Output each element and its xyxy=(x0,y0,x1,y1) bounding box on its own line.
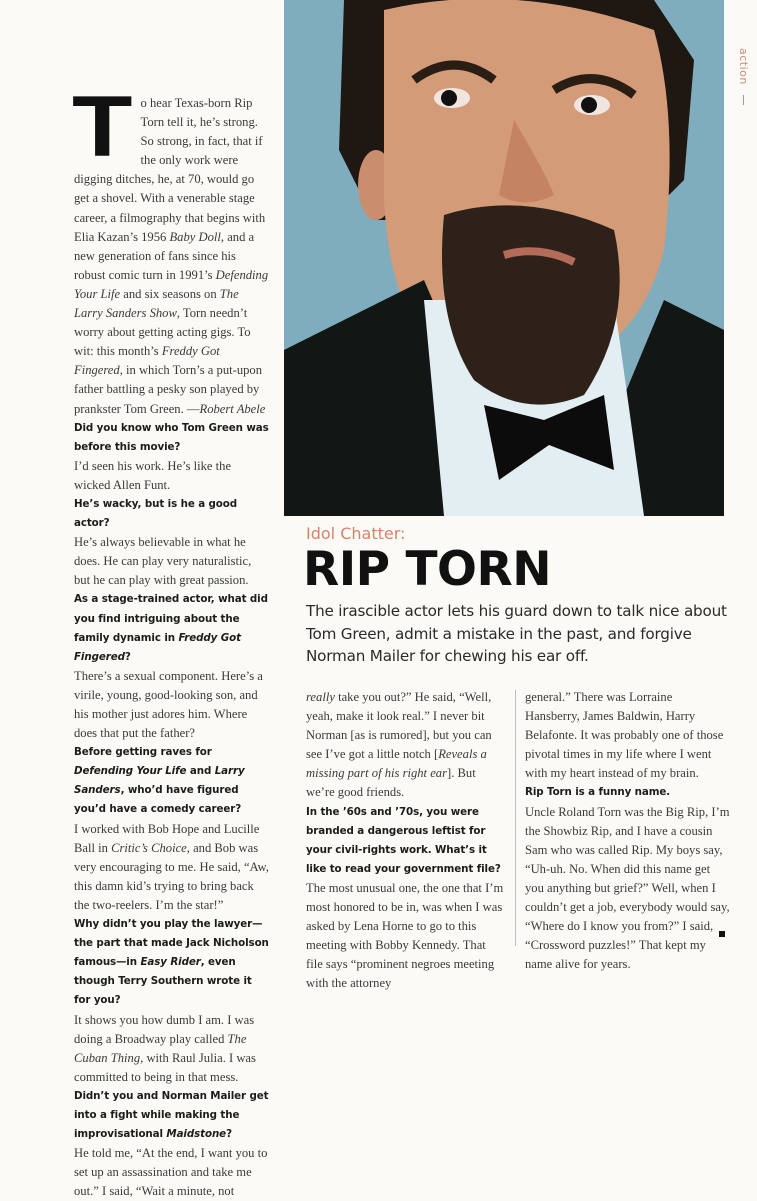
question: Rip Torn is a funny name. xyxy=(525,786,671,799)
article-column-3 xyxy=(525,688,730,974)
end-of-article-mark xyxy=(719,931,725,937)
article-column-1 xyxy=(72,79,270,1201)
answer: He told me, “At the end, I want you to set up an assassination and take me out.” I said, “Wait a minute, not xyxy=(74,1146,268,1199)
dek: The irascible actor lets his guard down to talk nice about Tom Green, admit a mistake in the past, and forgive Norman Mailer for chewing his ear off. xyxy=(306,602,727,665)
headline: RIP TORN xyxy=(303,542,552,597)
answer: I worked with Bob Hope and Lucille Ball in Critic’s Choice, and Bob was very encouraging to me. He said, “Aw, this damn kid’s trying to bring back the two-reelers. I’m the star!” xyxy=(74,821,269,912)
answer: I’d seen his work. He’s like the wicked Allen Funt. xyxy=(74,458,232,492)
answer: He’s always believable in what he does. He can play very naturalistic, but he can play with great passion. xyxy=(74,535,252,588)
drop-cap: T xyxy=(72,79,133,175)
article-column-2 xyxy=(306,688,504,994)
section-tag-rule xyxy=(743,95,744,105)
question: He’s wacky, but is he a good actor? xyxy=(74,497,238,530)
question: In the ’60s and ’70s, you were branded a dangerous leftist for your civil-rights work. What’s it like to read your government file? xyxy=(306,805,501,875)
question: Did you know who Tom Green was before this movie? xyxy=(74,421,269,453)
intro-paragraph: To hear Texas-born Rip Torn tell it, he’s strong. So strong, in fact, that if the only work were digging ditches, he, at 70, would go get a shovel. With a venerable stage career, a filmography that begins with Elia Kazan’s 1956 Baby Doll, and a new generation of fans since his robust comic turn in 1991’s Defending Your Life and six seasons on The Larry Sanders Show, Torn needn’t worry about getting acting gigs. To wit: this month’s Freddy Got Fingered, in which Torn’s a put-upon father battling a pesky son played by prankster Tom Green. —Robert Abele xyxy=(72,79,269,416)
question: Before getting raves for Defending Your Life and Larry Sanders, who’d have figured you’d have a comedy career? xyxy=(74,746,245,816)
answer: The most unusual one, the one that I’m most honored to be in, was when I was asked by Lena Horne to go to this meeting with Bobby Kennedy. That file says “prominent negroes meeting with the attorney xyxy=(306,880,504,991)
portrait-photo xyxy=(284,0,724,516)
question: Why didn’t you play the lawyer—the part that made Jack Nicholson famous—in Easy Rider, even though Terry Southern wrote it for you? xyxy=(74,918,269,1007)
answer: It shows you how dumb I am. I was doing a Broadway play called The Cuban Thing, with Raul Julia. I was committed to being in that mess. xyxy=(74,1012,256,1084)
question: Didn’t you and Norman Mailer get into a fight while making the improvisational Maidstone? xyxy=(74,1089,269,1141)
answer-continued: general.” There was Lorraine Hansberry, James Baldwin, Harry Belafonte. It was probably one of those pivotal times in my life where I went with my heart instead of my brain. xyxy=(525,690,724,781)
section-tag-label: action xyxy=(737,48,750,85)
kicker: Idol Chatter: xyxy=(306,524,406,543)
answer: There’s a sexual component. Here’s a virile, young, good-looking son, and his mother just adores him. Where does that put the father? xyxy=(74,668,263,741)
answer: Uncle Roland Torn was the Big Rip, I’m the Showbiz Rip, and I have a cousin Sam who was called Rip. My boys say, “Uh-uh. No. When did this name get you anything but grief?” Well, when I couldn’t get a job, everybody would say, “Where do I know you from?” I said, “Crossword puzzles!” That kept my name alive for years. xyxy=(525,804,730,972)
answer-continued: really take you out?” He said, “Well, yeah, make it look real.” I never bit Norman [as is rumored], but you can see I’ve got a little notch [Reveals a missing part of his right ear]. But we’re good friends. xyxy=(306,690,492,800)
section-tag xyxy=(736,48,750,108)
question: As a stage-trained actor, what did you find intriguing about the family dynamic in Freddy Got Fingered? xyxy=(74,593,268,663)
portrait-illustration xyxy=(284,0,724,516)
column-divider xyxy=(515,690,516,946)
byline: Robert Abele xyxy=(199,401,266,416)
